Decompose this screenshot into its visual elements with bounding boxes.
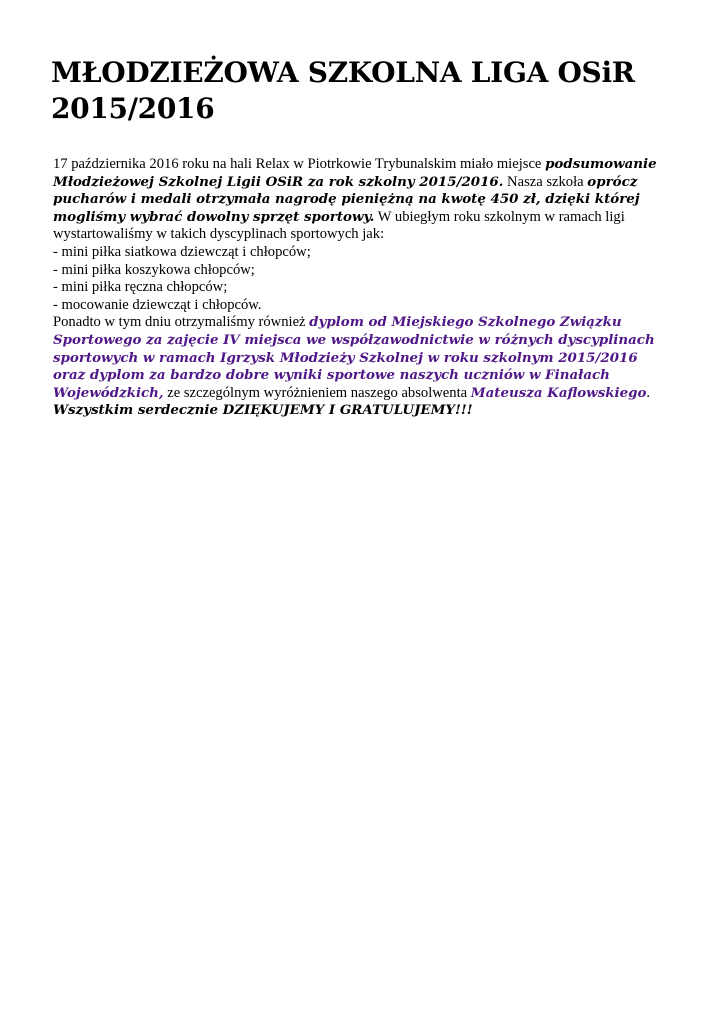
article-body: [53, 156, 673, 420]
title-line-2: 2015/2016: [51, 92, 215, 125]
prize-emphasis: oprócz pucharów i medali otrzymała nagrodę pieniężną na kwotę 450 zł, dzięki której mogliśmy wybrać dowolny sprzęt sportowy.: [53, 173, 640, 225]
intro-text: 17 października 2016 roku na hali Relax w Piotrkowie Trybunalskim miało miejsce: [53, 156, 546, 172]
list-item: - mini piłka ręczna chłopców;: [53, 279, 228, 296]
school-text: Nasza szkoła: [503, 173, 588, 190]
intro-paragraph: [53, 156, 673, 244]
diploma-paragraph: [53, 314, 673, 402]
diploma-intro: Ponadto w tym dniu otrzymaliśmy również: [53, 314, 310, 331]
list-item: - mini piłka koszykowa chłopców;: [53, 261, 255, 278]
title-line-1: MŁODZIEŻOWA SZKOLNA LIGA OSiR: [51, 56, 635, 89]
summary-emphasis: podsumowanie Młodzieżowej Szkolnej Ligii OSiR za rok szkolny 2015/2016.: [53, 156, 657, 190]
page-title: [51, 55, 671, 127]
list-item: - mocowanie dziewcząt i chłopców.: [53, 296, 262, 313]
disciplines-intro: W ubiegłym roku szkolnym w ramach ligi wystartowaliśmy w takich dyscyplinach sportowych jak:: [53, 208, 625, 243]
graduate-name: Mateusza Kaflowskiego: [470, 384, 647, 401]
distinction-text: ze szczególnym wyróżnieniem naszego absolwenta: [163, 384, 471, 401]
list-item: - mini piłka siatkowa dziewcząt i chłopców;: [53, 243, 311, 260]
closing-thanks: Wszystkim serdecznie DZIĘKUJEMY I GRATULUJEMY!!!: [53, 402, 473, 419]
diploma-emphasis: dyplom od Miejskiego Szkolnego Związku Sportowego za zajęcie IV miejsca we współzawodnictwie w różnych dyscyplinach sportowych w ramach Igrzysk Młodzieży Szkolnej w roku szkolnym 2015/2016 oraz dyplom za bardzo dobre wyniki sportowe naszych uczniów w Finałach Wojewódzkich,: [53, 314, 655, 401]
period: .: [646, 384, 651, 401]
